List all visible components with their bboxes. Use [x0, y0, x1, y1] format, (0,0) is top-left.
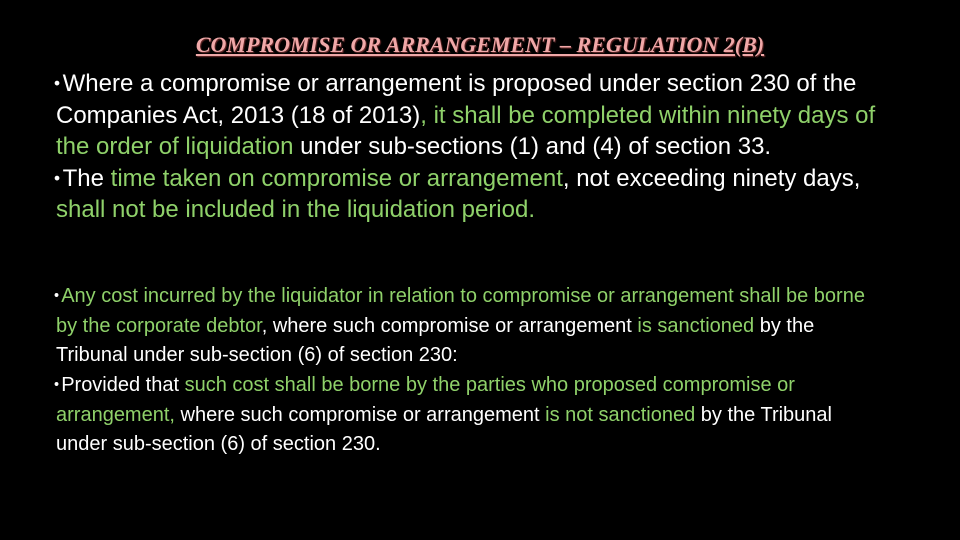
paragraph-text: Where a compromise or arrangement is proposed under section 230 of the Companies Act, 2013 (18 of 2013): [56, 70, 857, 129]
bullet-marker: •: [54, 73, 61, 93]
paragraph-text: under sub-sections (1) and (4) of section 33.: [293, 133, 772, 161]
bullet-marker: •: [54, 167, 61, 188]
highlighted-text: such cost shall be borne by the parties who proposed compromise or arrangement,: [56, 373, 795, 426]
bullet-marker: •: [54, 288, 60, 305]
main-bullets: [56, 68, 886, 226]
bullet-paragraph: [56, 282, 886, 371]
paragraph-text: by the Tribunal under sub-section (6) of section 230:: [56, 314, 815, 367]
paragraph-text: , where such compromise or arrangement: [261, 314, 638, 337]
bullet-paragraph: [56, 371, 886, 460]
highlighted-text: is sanctioned: [637, 314, 755, 337]
paragraph-text: Provided that: [61, 373, 185, 396]
highlighted-text: Any cost incurred by the liquidator in relation to compromise or arrangement shall be borne by the corporate debtor: [56, 285, 865, 337]
paragraph-text: by the Tribunal under sub-section (6) of section 230.: [56, 403, 832, 456]
bullet-paragraph: [56, 68, 886, 163]
paragraph-text: , not exceeding ninety days,: [562, 164, 861, 192]
highlighted-text: , it shall be completed within ninety days of the order of liquidation: [56, 101, 876, 161]
bullet-marker: •: [54, 377, 60, 394]
slide-title: COMPROMISE OR ARRANGEMENT – REGULATION 2(B): [195, 32, 765, 57]
highlighted-text: is not sanctioned: [545, 403, 696, 426]
paragraph-text: The: [62, 164, 111, 192]
highlighted-text: time taken on compromise or arrangement: [110, 164, 563, 192]
paragraph-text: where such compromise or arrangement: [174, 403, 546, 426]
bullet-paragraph: [56, 163, 886, 226]
highlighted-text: shall not be included in the liquidation period.: [56, 196, 536, 224]
secondary-bullets: [56, 282, 886, 460]
